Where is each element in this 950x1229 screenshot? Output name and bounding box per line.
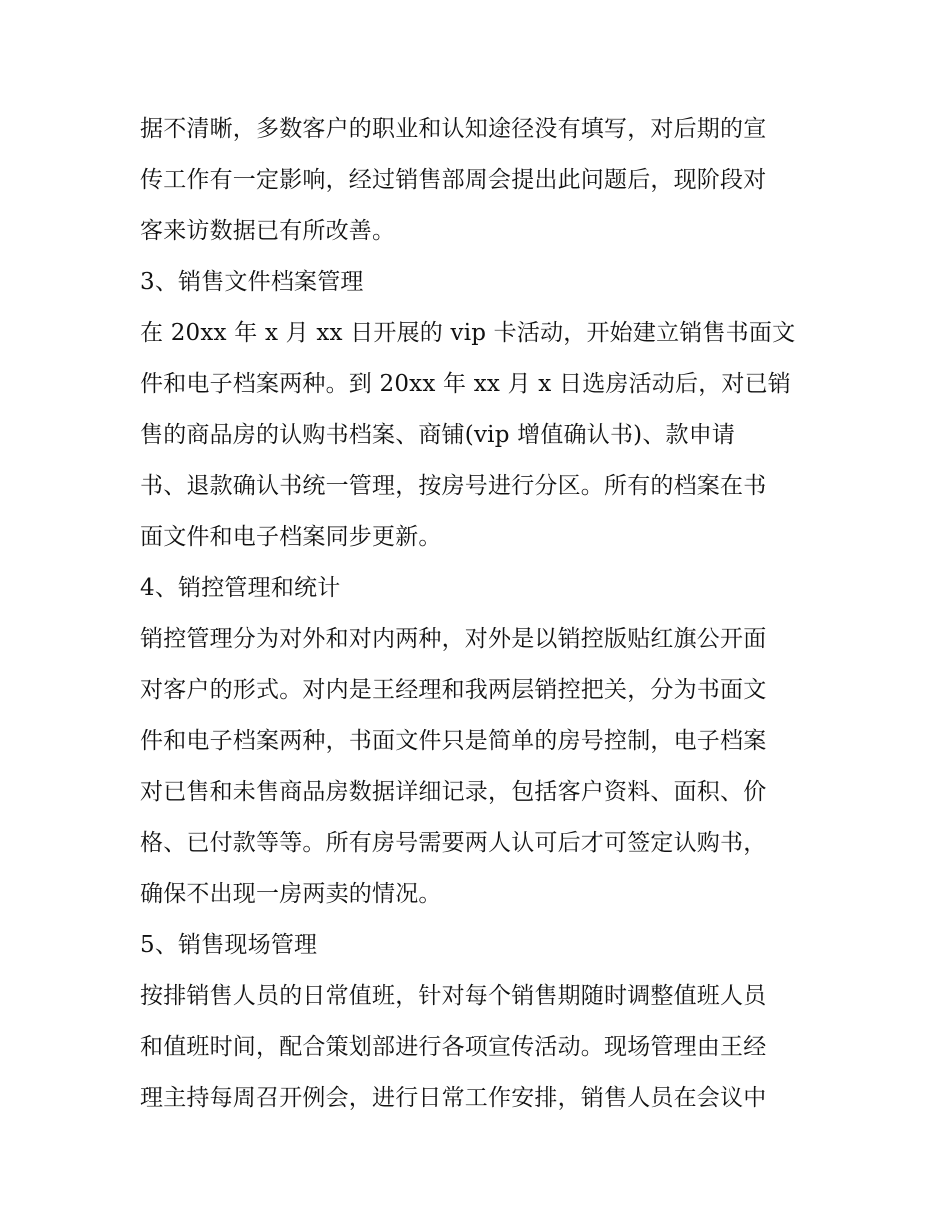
text-line: 售的商品房的认购书档案、商铺(vip 增值确认书)、款申请 <box>140 422 736 448</box>
text-line: 销控管理分为对外和对内两种，对外是以销控版贴红旗公开面 <box>140 626 767 652</box>
document-page <box>140 104 820 1124</box>
text-line: 客来访数据已有所改善。 <box>140 218 396 244</box>
text-line: 件和电子档案两种，书面文件只是简单的房号控制，电子档案 <box>140 728 767 754</box>
text-line: 传工作有一定影响，经过销售部周会提出此问题后，现阶段对 <box>140 167 767 193</box>
text-line: 对客户的形式。对内是王经理和我两层销控把关，分为书面文 <box>140 677 767 703</box>
section-heading: 5、销售现场管理 <box>140 932 318 958</box>
section-heading: 4、销控管理和统计 <box>140 575 341 601</box>
section-heading: 3、销售文件档案管理 <box>140 269 364 295</box>
text-line: 件和电子档案两种。到 20xx 年 xx 月 x 日选房活动后，对已销 <box>140 371 791 397</box>
text-line: 和值班时间，配合策划部进行各项宣传活动。现场管理由王经 <box>140 1034 767 1060</box>
text-line: 理主持每周召开例会，进行日常工作安排，销售人员在会议中 <box>140 1085 767 1111</box>
text-line: 对已售和未售商品房数据详细记录，包括客户资料、面积、价 <box>140 779 767 805</box>
text-line: 格、已付款等等。所有房号需要两人认可后才可签定认购书， <box>140 830 767 856</box>
text-line: 按排销售人员的日常值班，针对每个销售期随时调整值班人员 <box>140 983 767 1009</box>
text-line: 确保不出现一房两卖的情况。 <box>140 881 442 907</box>
text-line: 面文件和电子档案同步更新。 <box>140 524 442 550</box>
text-line: 在 20xx 年 x 月 xx 日开展的 vip 卡活动，开始建立销售书面文 <box>140 320 796 346</box>
text-line: 据不清晰，多数客户的职业和认知途径没有填写，对后期的宣 <box>140 116 767 142</box>
text-line: 书、退款确认书统一管理，按房号进行分区。所有的档案在书 <box>140 473 767 499</box>
